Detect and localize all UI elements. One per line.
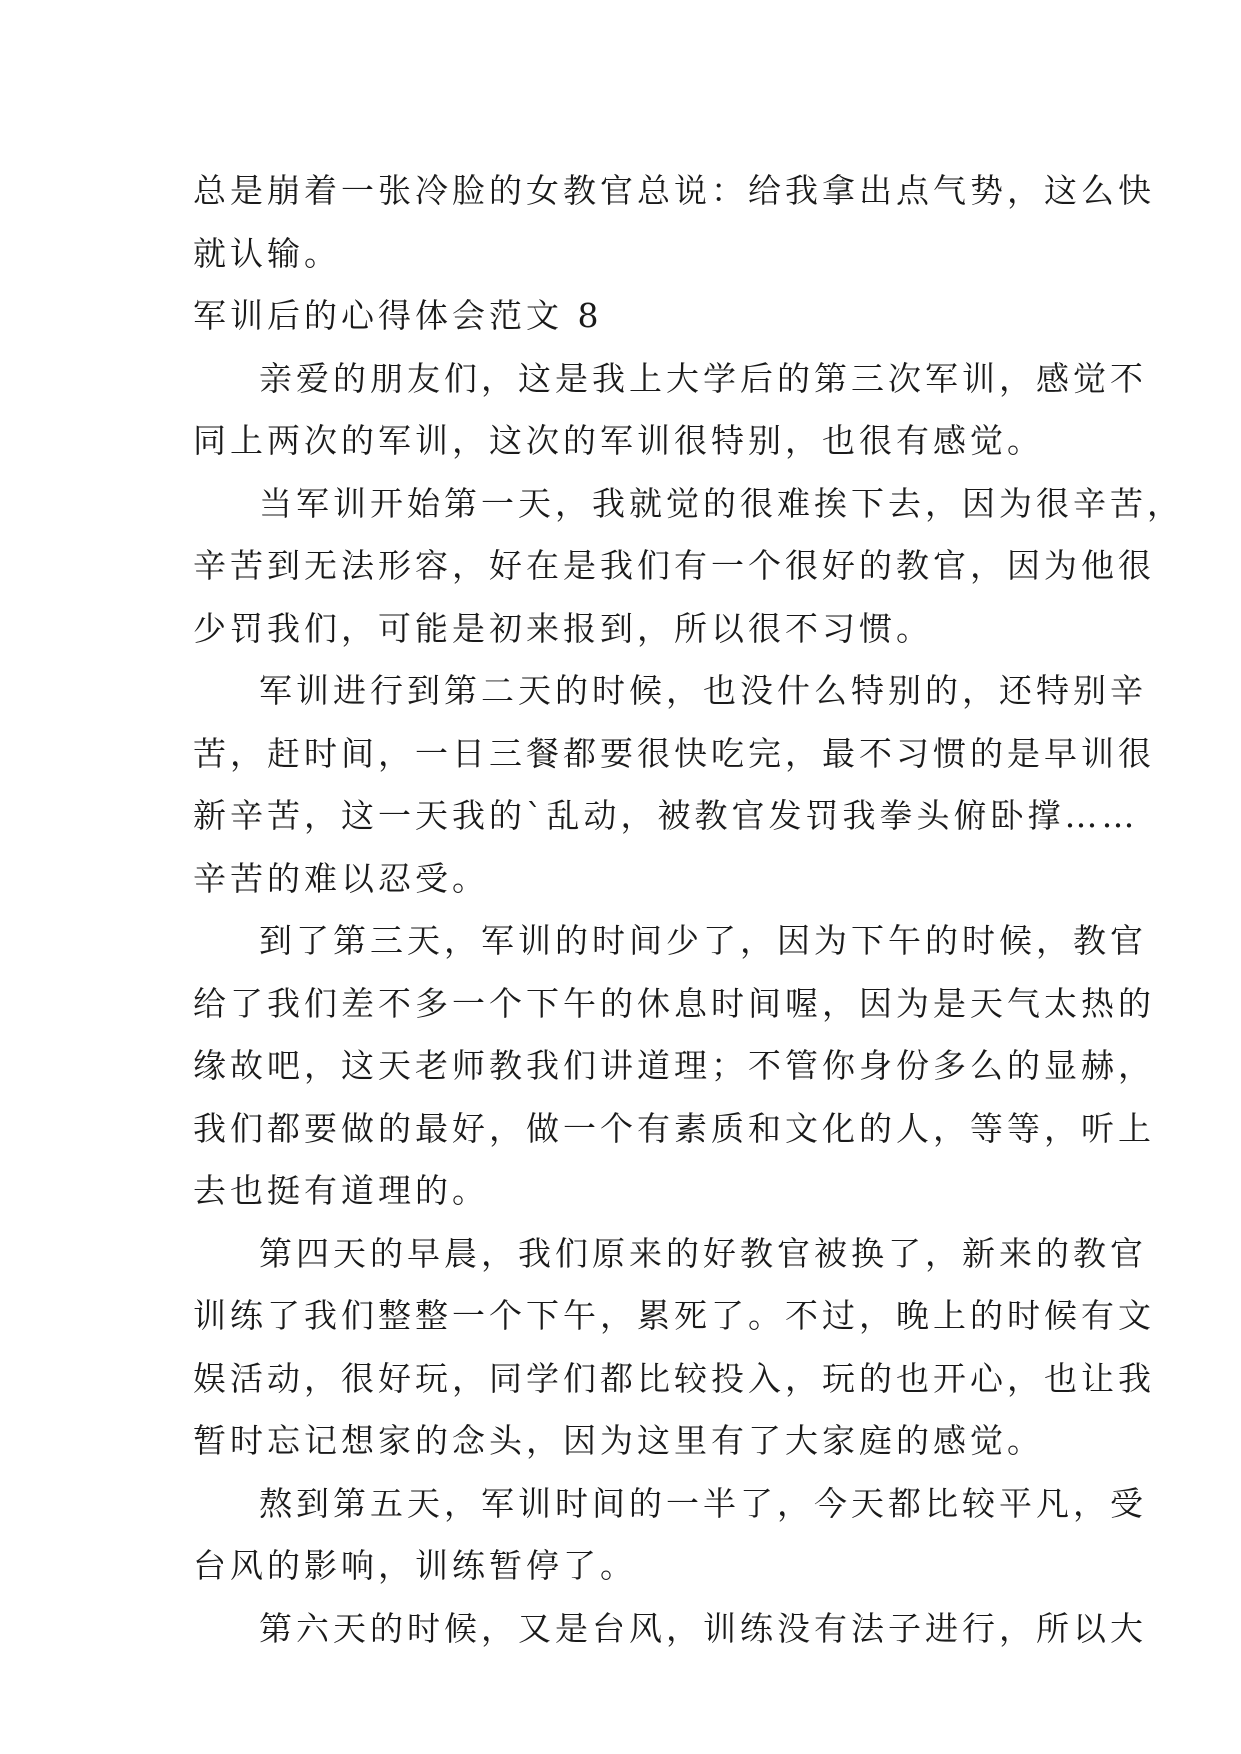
text-line: 总是崩着一张冷脸的女教官总说：给我拿出点气势，这么快: [193, 171, 1155, 210]
text-line: 当军训开始第一天，我就觉的很难挨下去，因为很辛苦，: [259, 483, 1184, 523]
text-line: 给了我们差不多一个下午的休息时间喔，因为是天气太热的: [193, 983, 1155, 1023]
text-line: 新辛苦，这一天我的`乱动，被教官发罚我拳头俯卧撑……: [193, 796, 1139, 835]
text-line: 我们都要做的最好，做一个有素质和文化的人，等等，听上: [193, 1108, 1155, 1148]
text-line: 少罚我们，可能是初来报到，所以很不习惯。: [193, 608, 933, 648]
text-line: 军训进行到第二天的时候，也没什么特别的，还特别辛: [259, 671, 1147, 710]
text-line: 辛苦的难以忍受。: [193, 858, 489, 898]
text-line: 暂时忘记想家的念头，因为这里有了大家庭的感觉。: [193, 1421, 1044, 1460]
text-line: 第四天的早晨，我们原来的好教官被换了，新来的教官: [259, 1233, 1147, 1273]
text-line: 辛苦到无法形容，好在是我们有一个很好的教官，因为他很: [193, 546, 1155, 585]
text-line: 苦，赶时间，一日三餐都要很快吃完，最不习惯的是早训很: [193, 733, 1155, 773]
text-line: 训练了我们整整一个下午，累死了。不过，晚上的时候有文: [193, 1296, 1155, 1335]
text-line: 去也挺有道理的。: [193, 1171, 489, 1210]
text-line: 到了第三天，军训的时间少了，因为下午的时候，教官: [259, 921, 1147, 960]
text-line: 第六天的时候，又是台风，训练没有法子进行，所以大: [259, 1608, 1147, 1648]
text-line: 同上两次的军训，这次的军训很特别，也很有感觉。: [193, 421, 1044, 460]
text-line: 就认输。: [193, 233, 341, 273]
document-body: [193, 160, 1184, 1660]
text-line: 熬到第五天，军训时间的一半了，今天都比较平凡，受: [259, 1483, 1147, 1523]
text-line: 缘故吧，这天老师教我们讲道理；不管你身份多么的显赫，: [193, 1046, 1155, 1085]
text-line: 台风的影响，训练暂停了。: [193, 1546, 637, 1585]
text-line: 娱活动，很好玩，同学们都比较投入，玩的也开心，也让我: [193, 1358, 1155, 1398]
section-heading: 军训后的心得体会范文 8: [193, 296, 603, 335]
text-line: 亲爱的朋友们，这是我上大学后的第三次军训，感觉不: [259, 358, 1147, 398]
